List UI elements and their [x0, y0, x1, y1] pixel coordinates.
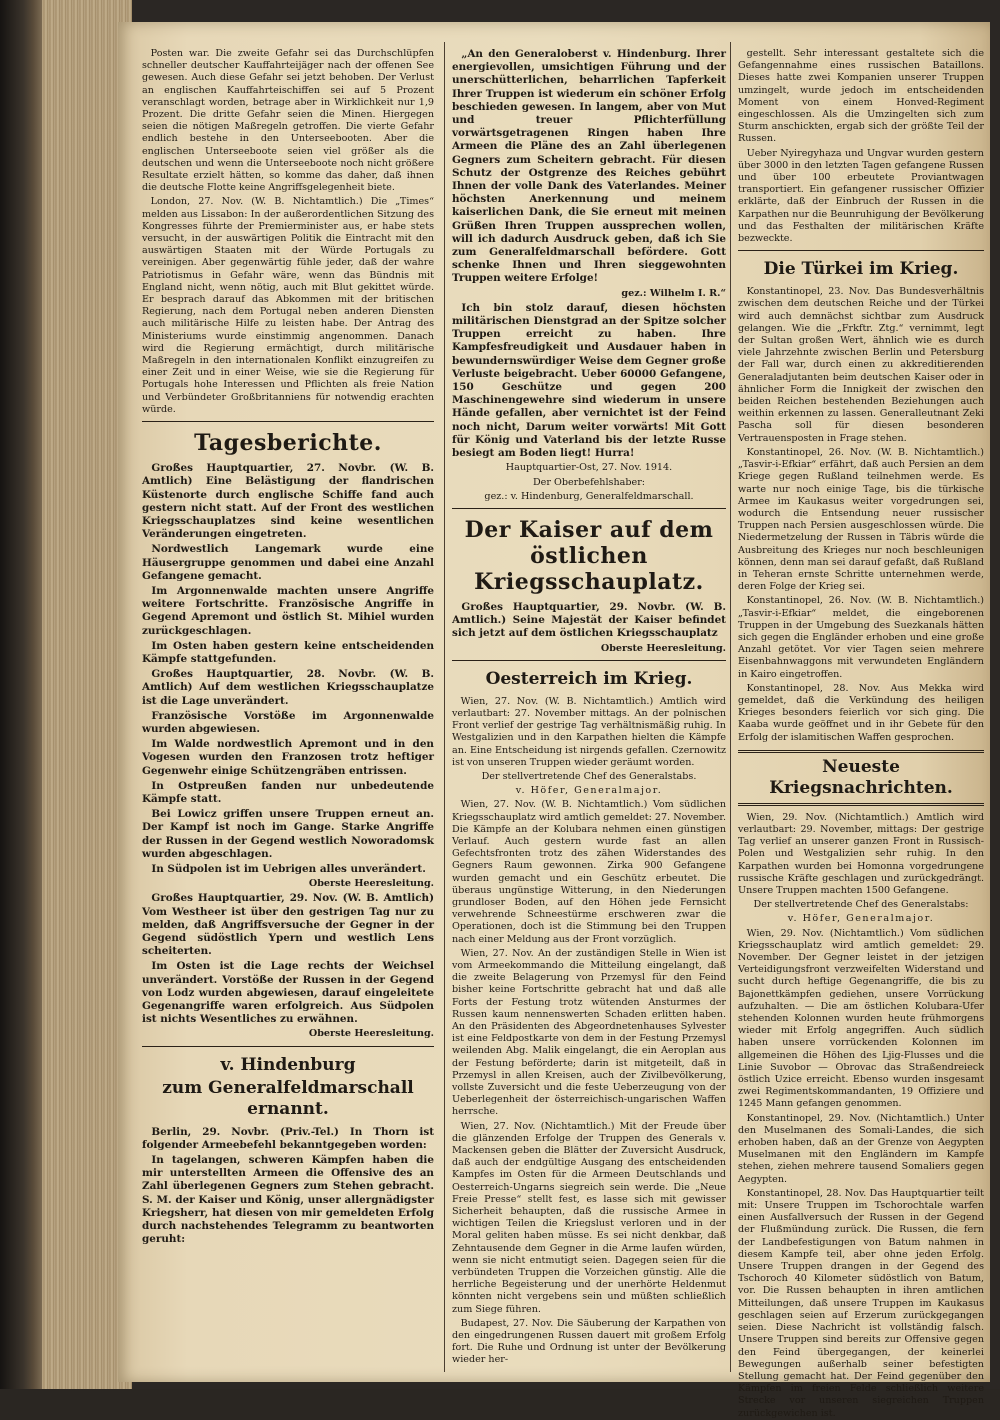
book-binding — [0, 0, 42, 1389]
article-paragraph: gestellt. Sehr interessant gestaltete sich die Gefangennahme eines russischen Bataillons. Dieses hatte zwei Kompanien unserer Truppen umzingelt, wurde jedoch im entscheidenden Moment von einem Honved-Regiment eingeschlossen. Als die Umzingelten sich zum Sturm anschickten, ergab sich der größte Teil der Russen. — [738, 48, 984, 145]
newspaper-page — [118, 22, 990, 1419]
article-paragraph: Wien, 27. Nov. (W. B. Nichtamtlich.) Vom südlichen Kriegsschauplatz wird amtlich gemeldet: 27. November. Die Kämpfe an der Kolubara nehmen einen günstigen Verlauf. Auch gestern wurde fast an allen Gefechtsfronten trotz des zähen Widerstandes des Gegners Raum gewonnen. Zirka 900 Gefangene wurden gemacht und ein Geschütz erbeutet. Die überaus ungünstige Witterung, in den Niederungen grundloser Boden, auf den Höhen jede Fernsicht verwehrende Schneestürme erschweren zwar die Operationen, doch ist die Stimmung bei den Truppen nach einer Meldung aus der Front vorzüglich. — [452, 799, 726, 945]
headline-hindenburg-sub: zum Generalfeldmarschall ernannt. — [162, 1077, 414, 1119]
signature: Oberste Heeresleitung. — [600, 642, 726, 654]
report-paragraph: Großes Hauptquartier, 27. Novbr. (W. B. Amtlich) Eine Belästigung der flandrischen Küstenorte durch englische Schiffe fand auch gestern nicht statt. Auf der Front des westlichen Kriegsschauplatzes sind keine wesentlichen Veränderungen eingetreten. — [142, 462, 434, 541]
report-paragraph: Nordwestlich Langemark wurde eine Häusergruppe genommen und dabei eine Anzahl Gefangene gemacht. — [142, 543, 434, 582]
report-paragraph: Großes Hauptquartier, 28. Novbr. (W. B. Amtlich) Auf dem westlichen Kriegsschauplatze ist die Lage unverändert. — [142, 668, 434, 707]
column-left — [142, 48, 434, 1368]
column-rule — [730, 42, 731, 1372]
divider — [452, 508, 726, 509]
article-paragraph: Wien, 27. Nov. An der zuständigen Stelle in Wien ist vom Armeekommando die Mitteilung eingelangt, daß die zweite Belagerung von Przemysl für den Feind bisher keine Fortschritte gebracht hat und daß alle Forts der Festung trotz wütenden Ansturmes der Russen kaum nennenswerten Schaden erlitten haben. An den Präsidenten des Abgeordnetenhauses Sylvester ist eine Feldpostkarte von dem in der Festung Przemysl weilenden Abg. Malik eingelangt, die ein Aeroplan aus der Festung beförderte; darin ist mitgeteilt, daß in Przemysl in allen Kreisen, auch der Zivilbevölkerung, vollste Zuversicht und die feste Ueberzeugung von der Ueberlegenheit der österreichisch-ungarischen Waffen herrsche. — [452, 947, 726, 1118]
article-paragraph: Konstantinopel, 28. Nov. Aus Mekka wird gemeldet, daß die Verkündung des heiligen Krieges besonders feierlich vor sich ging. Die Kaaba wurde geöffnet und in ihr Gebete für den Erfolg der islamitischen Waffen gesprochen. — [738, 682, 984, 743]
column-right — [738, 48, 985, 1419]
headline-tuerkei: Die Türkei im Krieg. — [763, 259, 959, 280]
article-paragraph: Ueber Nyiregyhaza und Ungvar wurden gestern über 3000 in den letzten Tagen gefangene Russen und über 100 erbeutete Proviantwagen transportiert. Ein gefangener russischer Offizier erklärte, daß der Einbruch der Russen in die Karpathen nur die Beunruhigung der Bevölkerung und das Festhalten der militärischen Kräfte bezweckte. — [738, 147, 985, 245]
signature: v. Höfer, Generalmajor. — [787, 913, 935, 925]
article-paragraph: Budapest, 27. Nov. Die Säuberung der Karpathen von den eingedrungenen Russen dauert mit großem Erfolg fort. Die Ruhe und Ordnung ist unter der Bevölkerung wieder her- — [452, 1317, 726, 1366]
report-paragraph: Im Walde nordwestlich Apremont und in den Vogesen wurden den Franzosen trotz heftiger Gegenwehr einige Schützengräben entrissen. — [142, 738, 434, 777]
divider — [738, 250, 984, 251]
article-paragraph: Posten war. Die zweite Gefahr sei das Durchschlüpfen schneller deutscher Kauffahrteijäger nach der offenen See gewesen. Auch diese Gefahr sei jetzt behoben. Der Verlust an englischen Kauffahrteischiffen sei auf 5 Prozent veranschlagt worden, betrage aber in Wirklichkeit nur 1,9 Prozent. Die dritte Gefahr seien die Minen. Hiergegen seien die nötigen Maßregeln getroffen. Die vierte Gefahr endlich bestehe in den Unterseebooten. Aber die englischen Unterseeboote seien viel größer als die deutschen und wenn die Unterseeboote noch nicht größere Resultate erzielt hätten, so komme das daher, daß ihnen die deutsche Flotte keine Angriffsgelegenheit biete. — [142, 48, 434, 194]
dateline: Hauptquartier-Ost, 27. Nov. 1914. — [505, 462, 673, 474]
column-rule — [444, 42, 445, 1372]
report-paragraph: In Ostpreußen fanden nur unbedeutende Kämpfe statt. — [142, 779, 434, 805]
divider — [142, 1046, 434, 1047]
telegram-signature: gez.: Wilhelm I. R.“ — [621, 287, 726, 299]
telegram-text: „An den Generaloberst v. Hindenburg. Ihrer energievollen, umsichtigen Führung und der unerschütterlichen, beharrlichen Tapferkeit Ihrer Truppen ist wiederum ein schöner Erfolg beschieden gewesen. In langem, aber von Mut und treuer Pflichterfüllung vorwärtsgetragenen Ringen haben Ihre Armeen die Pläne des an Zahl überlegenen Gegners zum Scheitern gebracht. Für diesen Schutz der Ostgrenze des Reiches gebührt Ihnen der volle Dank des Vaterlandes. Meiner höchsten Anerkennung und meinem kaiserlichen Dank, die Sie erneut mit meinen Grüßen Ihren Truppen aussprechen wollen, will ich dadurch Ausdruck geben, daß ich Sie zum Generalfeldmarschall befördere. Gott schenke Ihnen und Ihren sieggewohnten Truppen weitere Erfolge! — [452, 48, 726, 285]
signature: Oberste Heeresleitung. — [308, 1028, 434, 1040]
headline-neueste: Neueste Kriegsnachrichten. — [769, 756, 953, 798]
article-paragraph: Konstantinopel, 29. Nov. (Nichtamtlich.) Unter den Muselmanen des Somali-Landes, die sich erhoben haben, daß an der Grenze von Aegypten Muselmanen mit den Engländern im Kampfe stehen, ziehen mehrere tausend Somaliers gegen Aegypten. — [738, 1112, 984, 1185]
headline-box — [738, 750, 984, 806]
article-paragraph: Berlin, 29. Novbr. (Priv.-Tel.) In Thorn ist folgender Armeebefehl bekanntgegeben worden: — [142, 1125, 434, 1151]
report-paragraph: Großes Hauptquartier, 29. Novbr. (W. B. Amtlich.) Seine Majestät der Kaiser befindet sich jetzt auf dem östlichen Kriegsschauplatz — [452, 600, 726, 640]
commander-label: Der Oberbefehlshaber: — [532, 476, 646, 488]
article-paragraph: Wien, 27. Nov. (W. B. Nichtamtlich.) Amtlich wird verlautbart: 27. November mittags. An der polnischen Front verlief der gestrige Tag verhältnismäßig ruhig. In Westgalizien und in den Karpathen hielten die Kämpfe an. Eine Entscheidung ist nirgends gefallen. Czernowitz ist von unseren Truppen wieder geräumt worden. — [452, 695, 726, 768]
article-paragraph: Wien, 27. Nov. (Nichtamtlich.) Mit der Freude über die glänzenden Erfolge der Truppen des Generals v. Mackensen geben die Blätter der Zuversicht Ausdruck, daß auch der endgültige Ausgang des entscheidenden Kampfes im Osten für die Armeen Deutschlands und Oesterreich-Ungarns siegreich sein werde. Die „Neue Freie Presse“ stellt fest, es lasse sich mit gewisser Sicherheit behaupten, daß die russische Armee in wichtigen Teilen die Kriegslust verloren und in der Moral geliten haben müsse. Es sei nicht denkbar, daß Zehntausende dem Gegner in die Arme laufen würden, wenn sie nicht entmutigt seien. Dagegen seien für die verbündeten Truppen die Vorzeichen günstig. Alle die herrliche Begeisterung und der unerhörte Heldenmut könnten nicht vergebens sein und müßten schließlich zum Siege führen. — [452, 1120, 726, 1315]
army-order-text: Ich bin stolz darauf, diesen höchsten militärischen Dienstgrad an der Spitze solcher Truppen erreicht zu haben. Ihre Kampfesfreudigkeit und Ausdauer haben in bewundernswürdiger Weise dem Gegner große Verluste beigebracht. Ueber 60000 Gefangene, 150 Geschütze und gegen 200 Maschinengewehre sind wiederum in unsere Hände gefallen, aber vernichtet ist der Feind noch nicht, Darum weiter vorwärts! Mit Gott für König und Vaterland bis der letzte Russe besiegt am Boden liegt! Hurra! — [452, 301, 726, 460]
article-paragraph: Wien, 29. Nov. (Nichtamtlich.) Amtlich wird verlautbart: 29. November, mittags: Der gestrige Tag verlief an unserer ganzen Front in Russisch-Polen und Westgalizien sehr ruhig. In den Karpathen wurden bei Homonna vorgedrungene russische Kräfte geschlagen und zurückgedrängt. Unsere Truppen machten 1500 Gefangene. — [738, 811, 984, 896]
signature: Oberste Heeresleitung. — [308, 878, 434, 890]
divider — [142, 421, 434, 422]
report-paragraph: Bei Lowicz griffen unsere Truppen erneut an. Der Kampf ist noch im Gange. Starke Angriffe der Russen in der Gegend westlich Noworadomsk wurden abgeschlagen. — [142, 808, 434, 860]
signature: Der stellvertretende Chef des Generalstabs. — [481, 770, 697, 782]
report-paragraph: Im Osten haben gestern keine entscheidenden Kämpfe stattgefunden. — [142, 639, 434, 665]
article-paragraph: Konstantinopel, 26. Nov. (W. B. Nichtamtlich.) „Tasvir-i-Efkiar“ erfährt, daß auch Persien an dem Kriege gegen Rußland teilnehmen werde. Es warte nur noch einige Tage, bis die türkische Armee im Kaukasus weiter vorgedrungen sei, wodurch die Entsendung neuer russischer Truppen nach Persien ausgeschlossen würde. Die Niedermetzelung der Russen in Täbris würde die Ausbreitung des Krieges nur noch beschleunigen können, denn man sei darauf gefaßt, daß Rußland in Teheran ernste Schritte unternehmen werde, deren Folge der Krieg sei. — [738, 446, 984, 593]
article-paragraph: Wien, 29. Nov. (Nichtamtlich.) Vom südlichen Kriegsschauplatz wird amtlich gemeldet: 29. November. Der Gegner leistet in der jetzigen Verteidigungsfront verzweifelten Widerstand und sucht durch heftige Gegenangriffe, die bis zu Bajonettkämpfen gediehen, unsere Vorrückung aufzuhalten. — Die am östlichen Kolubara-Ufer stehenden Kolonnen wurden heute frühmorgens wieder mit Erfolg angegriffen. Auch südlich haben unsere vorrückenden Kolonnen im allgemeinen die Höhen des Ljig-Flusses und die Linie Suvobor — Obrovac das Straßendreieck östlich Uzice erreicht. Ebenso wurden insgesamt zwei Regimentskommandanten, 19 Offiziere und 1245 Mann gefangen genommen. — [738, 927, 984, 1110]
report-paragraph: Im Osten ist die Lage rechts der Weichsel unverändert. Vorstöße der Russen in der Gegend von Lodz wurden abgewiesen, darauf eingeleitete Gegenangriffe waren erfolgreich. Aus Südpolen ist nichts Wesentliches zu erwähnen. — [142, 960, 434, 1026]
headline-oesterreich: Oesterreich im Krieg. — [485, 668, 693, 689]
article-paragraph: In tagelangen, schweren Kämpfen haben die mir unterstellten Armeen die Offensive des an Zahl überlegenen Gegners zum Stehen gebracht. S. M. der Kaiser und König, unser allergnädigster Kriegsherr, hat diesen von mir gemeldeten Erfolg durch nachstehendes Telegramm zu beantworten geruht: — [142, 1154, 434, 1246]
article-paragraph: Konstantinopel, 23. Nov. Das Bundesverhältnis zwischen dem deutschen Reiche und der Türkei wird auch demnächst sichtbar zum Ausdruck gelangen. Wie die „Frkftr. Ztg.“ vernimmt, legt der Sultan großen Wert, ähnlich wie es durch viele Jahrzehnte zwischen Berlin und Petersburg der Fall war, durch einen zu akkreditierenden Generaladjutanten beim deutschen Kaiser oder in ähnlicher Form die Innigkeit der zwischen den beiden Reichen bestehenden Beziehungen auch weithin erkennen zu lassen. Generalleutnant Zeki Pascha soll für diesen besonderen Vertrauensposten in Frage stehen. — [738, 286, 984, 444]
column-middle — [452, 48, 726, 1368]
report-paragraph: Im Argonnenwalde machten unsere Angriffe weitere Fortschritte. Französische Angriffe in Gegend Apremont und östlich St. Mihiel wurden zurückgeschlagen. — [142, 584, 434, 637]
signature: Der stellvertretende Chef des Generalstabs: — [753, 899, 969, 911]
signature: v. Höfer, Generalmajor. — [515, 785, 663, 797]
divider — [452, 660, 726, 661]
article-paragraph: Konstantinopel, 26. Nov. (W. B. Nichtamtlich.) „Tasvir-i-Efkiar“ meldet, die eingeborenen Truppen in der Umgebung des Suezkanals hätten sich gegen die Engländer erhoben und eine große Anzahl getötet. Vor vier Tagen seien mehrere Eisenbahnwaggons mit verwundeten Engländern in Kairo eingetroffen. — [738, 595, 984, 680]
headline-hindenburg: v. Hindenburg — [220, 1054, 356, 1075]
report-paragraph: Großes Hauptquartier, 29. Nov. (W. B. Amtlich) Vom Westheer ist über den gestrigen Tag nur zu melden, daß Angriffsversuche der Gegner in der Gegend südöstlich Ypern und westlich Lens scheiterten. — [142, 892, 434, 958]
report-paragraph: In Südpolen ist im Uebrigen alles unverändert. — [151, 862, 426, 875]
article-paragraph: Konstantinopel, 28. Nov. Das Hauptquartier teilt mit: Unsere Truppen im Tschorochtale warfen einen Ausfallversuch der Russen in der Gegend der Flußmündung zurück. Die Russen, die fern der Landbefestigungen von Batum nahmen in diesem Kampfe teil, aber ohne jeden Erfolg. Unsere Truppen drangen in der Gegend des Tschoroch 40 Kilometer südöstlich von Batum, vor. Die Russen behaupten in ihren amtlichen Mitteilungen, daß unsere Truppen im Kaukasus geschlagen seien auf Erzerum zurückgegangen seien. Diese Nachricht ist vollständig falsch. Unsere Truppen sind bereits zur Offensive gegen den Feind übergegangen, der keinerlei Bewegungen außerhalb seiner befestigten Stellung gemacht hat. Der Feind gegenüber den Kämpfen im freien Felde schließlich weitere Strecke vor unseren siegreichen Truppen zurückgewichen ist. — [738, 1187, 984, 1419]
section-heading-tagesberichte: Tagesberichte. — [194, 430, 382, 457]
commander-signature: gez.: v. Hindenburg, Generalfeldmarschall. — [484, 490, 694, 502]
report-paragraph: Französische Vorstöße im Argonnenwalde wurden abgewiesen. — [142, 709, 434, 735]
article-paragraph: London, 27. Nov. (W. B. Nichtamtlich.) Die „Times“ melden aus Lissabon: In der außerordentlichen Sitzung des Kongresses führte der Premierminister aus, er habe stets versucht, in der auswärtigen Politik die Eintracht mit den auswärtigen Staaten mit der Würde Portugals zu vereinigen. Aber gegenwärtig fühle jeder, daß der wahre Patriotismus in Gefahr wäre, wenn das Bündnis mit England nicht, wenn nötig, auch mit Blut gekittet würde. Er besprach darauf das Abkommen mit der britischen Regierung, nach dem Portugal neben anderen Diensten auch militärische Hilfe zu leisten habe. Der Antrag des Ministeriums wurde einstimmig angenommen. Danach wird die Regierung ermächtigt, durch militärische Maßregeln in den internationalen Konflikt einzugreifen zu einer Zeit und in einer Weise, wie sie die Regierung für Portugals hohe Interessen und Pflichten als freie Nation und Verbündeter Großbritanniens für notwendig erachten würde. — [142, 196, 434, 415]
headline-kaiser: Der Kaiser auf dem östlichen Kriegsschauplatz. — [464, 516, 714, 595]
